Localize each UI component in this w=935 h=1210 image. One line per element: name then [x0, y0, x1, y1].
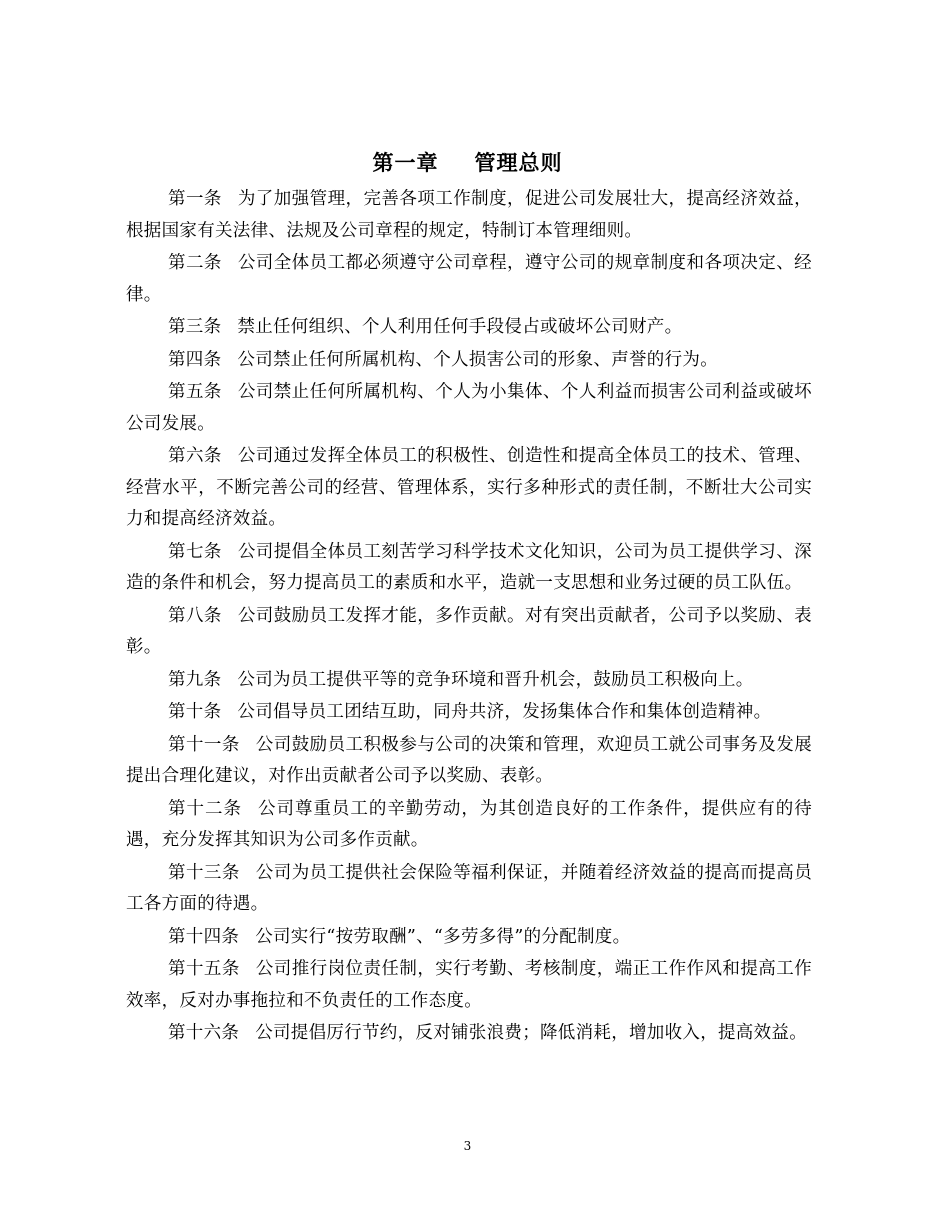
- chapter-name: 管理总则: [474, 151, 563, 175]
- article-text: 公司提倡厉行节约，反对铺张浪费；降低消耗，增加收入，提高效益。: [255, 1023, 808, 1043]
- article-text: 禁止任何组织、个人利用任何手段侵占或破坏公司财产。: [237, 317, 683, 337]
- article: [126, 858, 812, 921]
- article-text: 公司推行岗位责任制，实行考勤、考核制度，端正工作作风和提高工作效率，反对办事拖拉和不负责任的工作态度。: [126, 959, 812, 1011]
- article: [126, 954, 812, 1017]
- article-text: 公司禁止任何所属机构、个人损害公司的形象、声誉的行为。: [237, 349, 719, 370]
- article-text: 公司禁止任何所属机构、个人为小集体、个人利益而损害公司利益或破坏公司发展。: [126, 382, 812, 434]
- article: [126, 730, 812, 793]
- chapter-title: [0, 147, 935, 179]
- article: [126, 377, 812, 440]
- article: [126, 601, 812, 664]
- article-number: 第十三条: [168, 862, 240, 883]
- article-number: 第十二条: [168, 798, 242, 819]
- article: [126, 537, 812, 600]
- article-number: 第十六条: [168, 1023, 240, 1043]
- article: [126, 1018, 812, 1050]
- article-number: 第七条: [168, 541, 222, 562]
- article-text: 公司为员工提供平等的竞争环境和晋升机会，鼓励员工积极向上。: [237, 669, 754, 690]
- article-number: 第六条: [168, 446, 222, 466]
- article: [126, 184, 812, 247]
- article: [126, 248, 812, 311]
- page-number: 3: [463, 1139, 472, 1153]
- article-number: 第三条: [168, 317, 222, 337]
- article-number: 第九条: [168, 669, 222, 690]
- article-text: 公司通过发挥全体员工的积极性、创造性和提高全体员工的技术、管理、经营水平，不断完善公司的经营、管理体系，实行多种形式的责任制，不断壮大公司实力和提高经济效益。: [126, 446, 812, 529]
- article-text: 公司倡导员工团结互助，同舟共济，发扬集体合作和集体创造精神。: [237, 702, 772, 722]
- article-number: 第十五条: [168, 959, 240, 979]
- article-text: 公司实行“按劳取酬”、“多劳多得”的分配制度。: [255, 926, 631, 947]
- article-number: 第二条: [168, 253, 222, 273]
- article-text: 公司提倡全体员工刻苦学习科学技术文化知识，公司为员工提供学习、深造的条件和机会，努力提高员工的素质和水平，造就一支思想和业务过硬的员工队伍。: [126, 541, 812, 593]
- article: [126, 922, 812, 954]
- article-number: 第十条: [168, 702, 222, 722]
- chapter-number: 第一章: [372, 151, 439, 175]
- article-text: 为了加强管理，完善各项工作制度，促进公司发展壮大，提高经济效益，根据国家有关法律、法规及公司章程的规定，特制订本管理细则。: [126, 189, 812, 241]
- article-text: 公司鼓励员工积极参与公司的决策和管理，欢迎员工就公司事务及发展提出合理化建议，对作出贡献者公司予以奖励、表彰。: [126, 734, 812, 786]
- articles-body: [126, 184, 812, 1051]
- article-text: 公司为员工提供社会保险等福利保证，并随着经济效益的提高而提高员工各方面的待遇。: [126, 862, 812, 914]
- article: [126, 345, 812, 377]
- article: [126, 312, 812, 344]
- article-number: 第十一条: [168, 734, 240, 755]
- article: [126, 441, 812, 536]
- article-number: 第八条: [168, 605, 222, 626]
- article-number: 第四条: [168, 349, 222, 370]
- article: [126, 794, 812, 857]
- article: [126, 697, 812, 729]
- article-text: 公司鼓励员工发挥才能，多作贡献。对有突出贡献者，公司予以奖励、表彰。: [126, 605, 812, 657]
- article-number: 第一条: [168, 189, 222, 209]
- article-text: 公司全体员工都必须遵守公司章程，遵守公司的规章制度和各项决定、经律。: [126, 253, 812, 305]
- article-text: 公司尊重员工的辛勤劳动，为其创造良好的工作条件，提供应有的待遇，充分发挥其知识为公司多作贡献。: [126, 798, 812, 850]
- article-number: 第五条: [168, 382, 222, 402]
- article-number: 第十四条: [168, 926, 240, 947]
- article: [126, 665, 812, 697]
